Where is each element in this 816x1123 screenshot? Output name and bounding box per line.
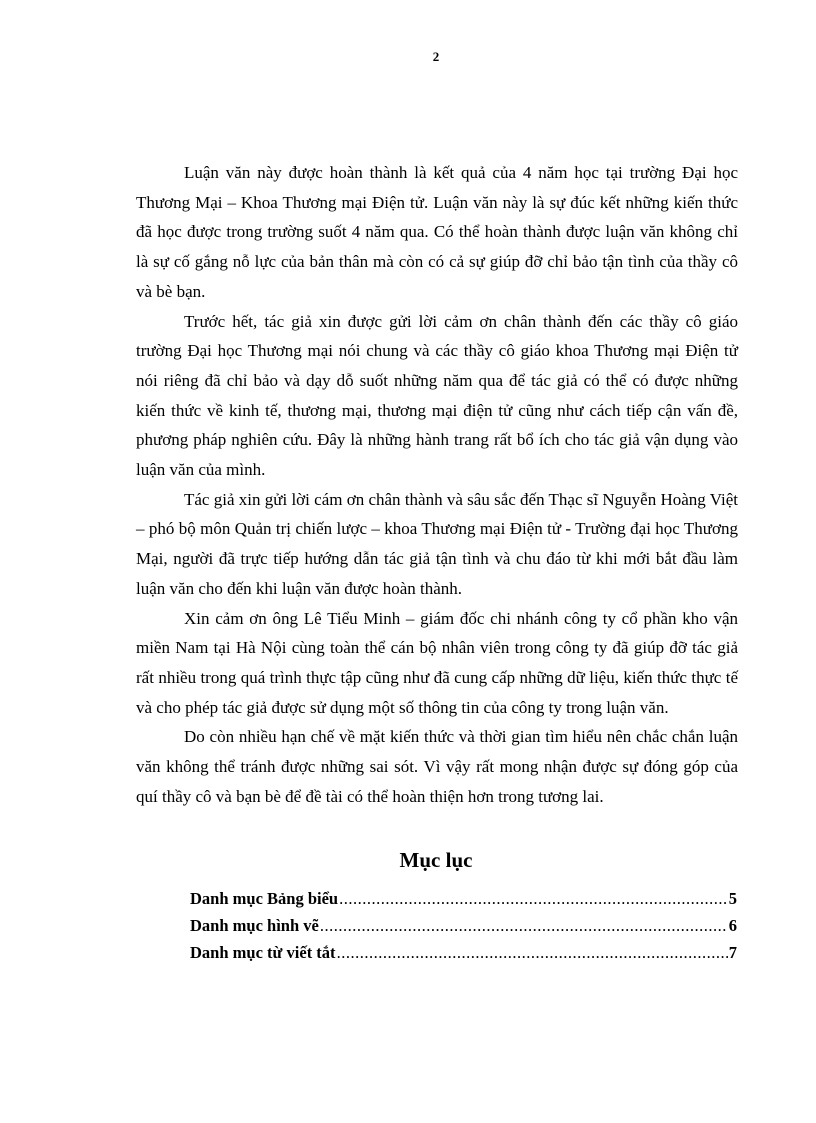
paragraph: Do còn nhiều hạn chế về mặt kiến thức và thời gian tìm hiểu nên chắc chắn luận văn không thể tránh được những sai sót. Vì vậy rất mong nhận được sự đóng góp của quí thầy cô và bạn bè để đề tài có thể hoàn thiện hơn trong tương lai. xyxy=(136,727,738,806)
toc-entry-page: 7 xyxy=(728,943,737,962)
toc-entry-figures[interactable] xyxy=(190,916,737,943)
paragraph: Xin cảm ơn ông Lê Tiểu Minh – giám đốc chi nhánh công ty cổ phần kho vận miền Nam tại Hà Nội cùng toàn thể cán bộ nhân viên trong công ty đã giúp đỡ tác giả rất nhiều trong quá trình thực tập cũng như đã cung cấp những dữ liệu, kiến thức thực tế và cho phép tác giả được sử dụng một số thông tin của công ty trong luận văn. xyxy=(136,608,738,717)
toc-entry-label: Danh mục từ viết tắt xyxy=(190,943,336,962)
toc-dot-leader xyxy=(339,889,728,909)
toc-entry-abbreviations[interactable] xyxy=(190,943,737,970)
table-of-contents xyxy=(190,889,737,970)
toc-dot-leader xyxy=(320,916,728,936)
toc-entry-tables[interactable] xyxy=(190,889,737,916)
paragraph: Tác giả xin gửi lời cám ơn chân thành và sâu sắc đến Thạc sĩ Nguyễn Hoàng Việt – phó bộ môn Quản trị chiến lược – khoa Thương mại Điện tử - Trường đại học Thương Mại, người đã trực tiếp hướng dẫn tác giả tận tình và chu đáo từ khi mới bắt đầu làm luận văn cho đến khi luận văn được hoàn thành. xyxy=(136,489,738,598)
page-number: 2 xyxy=(432,49,440,64)
toc-dot-leader xyxy=(337,943,728,963)
toc-entry-label: Danh mục Bảng biểu xyxy=(190,889,339,908)
paragraph: Luận văn này được hoàn thành là kết quả của 4 năm học tại trường Đại học Thương Mại – Khoa Thương mại Điện tử. Luận văn này là sự đúc kết những kiến thức đã học được trong trường suốt 4 năm qua. Có thể hoàn thành được luận văn không chỉ là sự cố gắng nỗ lực của bản thân mà còn có cả sự giúp đỡ chỉ bảo tận tình của thầy cô và bè bạn. xyxy=(136,163,738,301)
acknowledgement-body xyxy=(136,158,738,811)
toc-entry-label: Danh mục hình vẽ xyxy=(190,916,319,935)
toc-entry-page: 5 xyxy=(728,889,737,908)
toc-entry-page: 6 xyxy=(728,916,737,935)
toc-title: Mục lục xyxy=(399,848,473,872)
paragraph: Trước hết, tác giả xin được gửi lời cảm ơn chân thành đến các thầy cô giáo trường Đại học Thương mại nói chung và các thầy cô giáo khoa Thương mại Điện tử nói riêng đã chỉ bảo và dạy dỗ suốt những năm qua để tác giả có thể có được những kiến thức về kinh tế, thương mại, thương mại điện tử cũng như cách tiếp cận vấn đề, phương pháp nghiên cứu. Đây là những hành trang rất bổ ích cho tác giả vận dụng vào luận văn của mình. xyxy=(136,311,738,480)
